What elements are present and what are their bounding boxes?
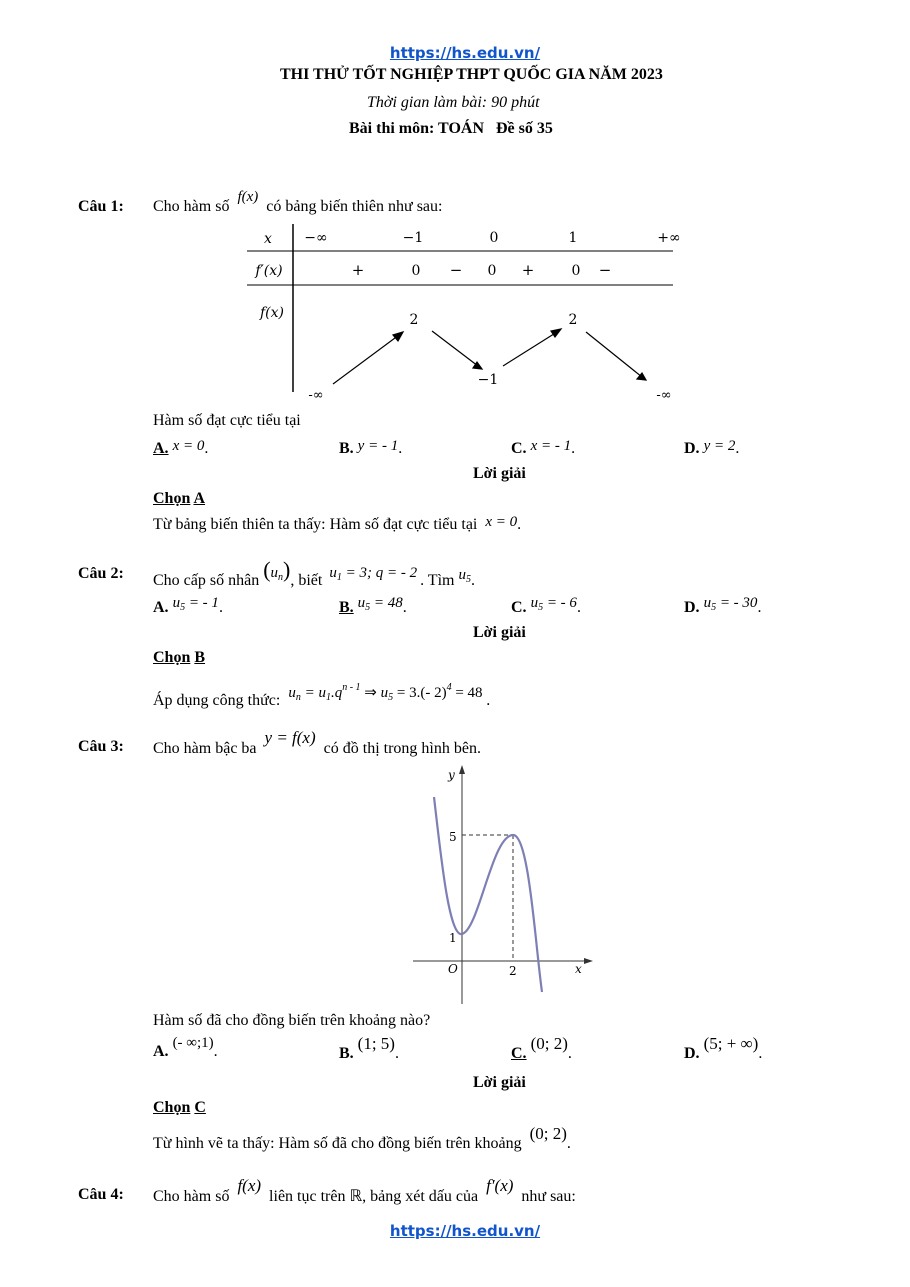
exam-time: Thời gian làm bài: 90 phút [367, 94, 540, 111]
graph-x-label: x [575, 962, 582, 976]
graph-y-tick: 5 [449, 830, 457, 844]
q1-solution-title: Lời giải [473, 465, 526, 482]
q1-fx: f(x) [237, 189, 259, 205]
exam-subject: Bài thi môn: TOÁN Đề số 35 [349, 120, 553, 137]
q3-explanation: Từ hình vẽ ta thấy: Hàm số đã cho đồng biến trên khoảng (0; 2). [153, 1124, 571, 1152]
q3-stem: Cho hàm bậc ba y = f(x) có đồ thị trong hình bên. [153, 728, 481, 757]
q4-label: Câu 4: [78, 1186, 124, 1203]
q2-label: Câu 2: [78, 565, 124, 582]
q2-option-c[interactable]: C. $u_5$ = - 6. [511, 595, 581, 616]
table-f-value: 2 [568, 312, 578, 328]
q1-option-d[interactable]: D. y = 2. [684, 438, 740, 457]
footer-url-link[interactable]: https://hs.edu.vn/ [389, 1222, 541, 1240]
table-sign: 0 [487, 263, 497, 279]
table-f-header: f(x) [259, 305, 285, 321]
q2-stem: Cho cấp số nhân $(u_n)$, biết $u_1 = 3$; q = - 2 . Tìm $u_5$. [153, 557, 475, 589]
q3-solution-title: Lời giải [473, 1074, 526, 1091]
table-sign: 0 [411, 263, 421, 279]
q2-option-b[interactable]: B. $u_5 = 48$. [339, 595, 407, 616]
q3-option-a[interactable]: A. (- ∞;1). [153, 1035, 218, 1060]
q1-option-a[interactable]: A. x = 0. [153, 438, 209, 457]
table-x-value: −1 [402, 230, 424, 246]
table-x-value: 0 [489, 230, 499, 246]
table-x-value: 1 [568, 230, 578, 246]
table-fprime-header: f′(x) [255, 263, 283, 279]
q1-choice: Chọn A [153, 490, 206, 507]
q1-label: Câu 1: [78, 198, 124, 215]
q2-solution-title: Lời giải [473, 624, 526, 641]
q3-label: Câu 3: [78, 738, 124, 755]
table-f-value: 2 [409, 312, 419, 328]
q2-option-d[interactable]: D. $u_5$ = - 30. [684, 595, 762, 616]
q1-option-b[interactable]: B. y = - 1. [339, 438, 403, 457]
table-x-value: −∞ [304, 230, 328, 246]
q3-question: Hàm số đã cho đồng biến trên khoảng nào? [153, 1012, 431, 1029]
q4-stem: Cho hàm số f(x) liên tục trên ℝ, bảng xét dấu của f′(x) như sau: [153, 1176, 576, 1205]
variation-table [245, 222, 690, 402]
q2-formula: $u_n = u_1.q^{n - 1}$ ⇒ $u_5 = 3.(-$ 2)$^4$ = 48 [288, 682, 483, 703]
table-x-header: x [264, 231, 272, 247]
table-sign: + [521, 261, 535, 279]
table-sign: 0 [571, 263, 581, 279]
q1-question: Hàm số đạt cực tiểu tại [153, 412, 301, 429]
graph-y-label: y [448, 768, 455, 782]
q2-explanation: Áp dụng công thức: $u_n = u_1.q^{n - 1}$ ⇒ $u_5 = 3.(-$ 2)$^4$ = 48 . [153, 682, 491, 709]
table-x-value: +∞ [657, 230, 681, 246]
q3-graph [405, 762, 595, 1007]
table-sign: + [351, 261, 365, 279]
q3-option-b[interactable]: B. (1; 5). [339, 1034, 399, 1062]
table-f-value: −1 [477, 372, 499, 388]
graph-origin-label: O [448, 962, 458, 976]
q3-option-c[interactable]: C. (0; 2). [511, 1034, 572, 1062]
table-sign: − [449, 261, 463, 279]
q2-option-a[interactable]: A. $u_5$ = - 1. [153, 595, 223, 616]
q1-option-c[interactable]: C. x = - 1. [511, 438, 576, 457]
table-f-value: -∞ [308, 388, 324, 402]
q3-choice: Chọn C [153, 1099, 206, 1116]
graph-x-tick: 2 [509, 964, 517, 978]
q1-stem: Cho hàm số f(x) có bảng biến thiên như sau: [153, 189, 443, 215]
q3-option-d[interactable]: D. (5; + ∞). [684, 1034, 763, 1062]
q2-choice: Chọn B [153, 649, 206, 666]
header-url-link[interactable]: https://hs.edu.vn/ [389, 44, 541, 62]
q4-fx: f(x) [237, 1176, 262, 1195]
table-sign: − [598, 261, 612, 279]
exam-title: THI THỬ TỐT NGHIỆP THPT QUỐC GIA NĂM 2023 [280, 66, 663, 83]
q1-explanation: Từ bảng biến thiên ta thấy: Hàm số đạt cực tiểu tại x = 0. [153, 514, 522, 533]
graph-y-tick: 1 [449, 931, 457, 945]
table-f-value: -∞ [656, 388, 672, 402]
q4-fprime: f′(x) [486, 1176, 514, 1195]
q3-fx: y = f(x) [264, 728, 316, 747]
